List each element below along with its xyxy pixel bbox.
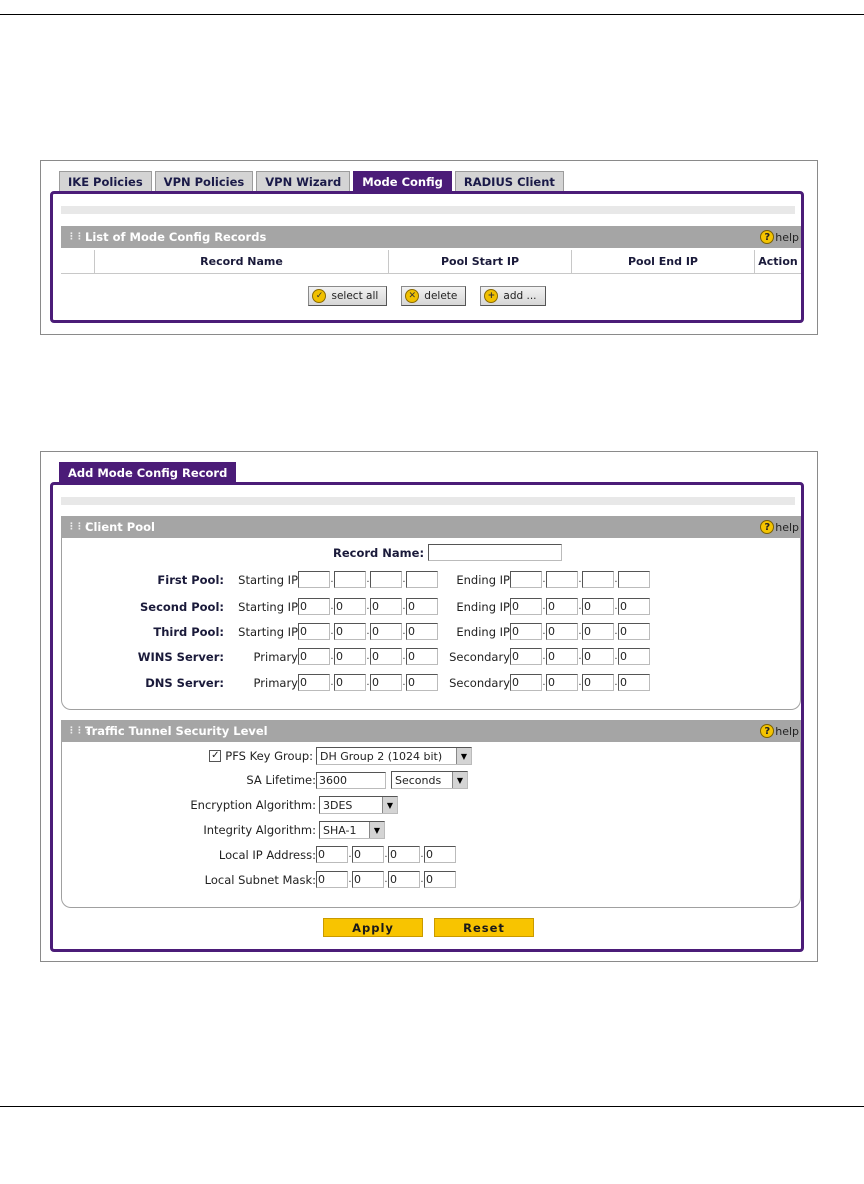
second-pool-label: Second Pool: — [140, 599, 224, 614]
secondary-label: Secondary — [449, 649, 510, 664]
local-subnet-row: Local Subnet Mask: 0 . 0 . 0 . 0 — [53, 871, 456, 888]
help-label: help — [775, 724, 799, 738]
tab-radius-client[interactable]: RADIUS Client — [455, 171, 564, 191]
tab-mode-config[interactable]: Mode Config — [353, 171, 452, 191]
record-name-input[interactable] — [428, 544, 562, 561]
checkmark-icon: ✓ — [312, 289, 326, 303]
help-icon: ? — [760, 724, 774, 738]
local-ip-octet-1[interactable]: 0 — [316, 846, 348, 863]
wins-primary-octet-2[interactable]: 0 — [334, 648, 366, 665]
second-pool-end-octet-1[interactable]: 0 — [510, 598, 542, 615]
integrity-algorithm-select[interactable] — [319, 821, 385, 839]
dns-server-row: DNS Server: Primary 0 . 0 . 0 . 0 Secondary 0 . 0 . 0 . 0 — [53, 674, 650, 691]
wins-primary-octet-4[interactable]: 0 — [406, 648, 438, 665]
help-label: help — [775, 230, 799, 244]
help-icon: ? — [760, 520, 774, 534]
dns-secondary-octet-1[interactable]: 0 — [510, 674, 542, 691]
reset-button[interactable]: Reset — [434, 918, 534, 937]
local-ip-octet-2[interactable]: 0 — [352, 846, 384, 863]
third-pool-start-octet-3[interactable]: 0 — [370, 623, 402, 640]
encryption-algorithm-value: 3DES — [323, 798, 353, 812]
local-ip-label: Local IP Address: — [218, 847, 316, 862]
third-pool-end-octet-2[interactable]: 0 — [546, 623, 578, 640]
records-table-header — [61, 250, 801, 274]
first-pool-start-octet-1[interactable] — [298, 571, 330, 588]
third-pool-start-octet-1[interactable]: 0 — [298, 623, 330, 640]
second-pool-end-octet-3[interactable]: 0 — [582, 598, 614, 615]
first-pool-end-octet-1[interactable] — [510, 571, 542, 588]
second-pool-start-octet-1[interactable]: 0 — [298, 598, 330, 615]
column-record-name: Record Name — [95, 250, 389, 273]
dns-primary-octet-2[interactable]: 0 — [334, 674, 366, 691]
primary-label: Primary — [253, 675, 298, 690]
local-ip-octet-3[interactable]: 0 — [388, 846, 420, 863]
second-pool-start-octet-4[interactable]: 0 — [406, 598, 438, 615]
third-pool-end-octet-3[interactable]: 0 — [582, 623, 614, 640]
help-link[interactable] — [760, 520, 799, 534]
select-all-button[interactable] — [308, 286, 387, 306]
ending-ip-label: Ending IP — [456, 599, 510, 614]
pfs-row — [53, 747, 472, 765]
dns-secondary-octet-4[interactable]: 0 — [618, 674, 650, 691]
page-top-rule — [0, 14, 864, 15]
wins-primary-octet-1[interactable]: 0 — [298, 648, 330, 665]
integrity-label: Integrity Algorithm: — [203, 823, 316, 837]
dns-primary-octet-3[interactable]: 0 — [370, 674, 402, 691]
dns-secondary-octet-2[interactable]: 0 — [546, 674, 578, 691]
third-pool-start-octet-4[interactable]: 0 — [406, 623, 438, 640]
first-pool-start-octet-2[interactable] — [334, 571, 366, 588]
tab-ike-policies[interactable]: IKE Policies — [59, 171, 152, 191]
first-pool-end-octet-3[interactable] — [582, 571, 614, 588]
tab-vpn-policies[interactable]: VPN Policies — [155, 171, 254, 191]
select-column-header — [61, 250, 95, 273]
wins-server-label: WINS Server: — [137, 649, 224, 664]
help-label: help — [775, 520, 799, 534]
encryption-label: Encryption Algorithm: — [190, 798, 316, 812]
traffic-tunnel-header — [61, 720, 801, 742]
starting-ip-label: Starting IP — [238, 572, 298, 587]
first-pool-start-octet-4[interactable] — [406, 571, 438, 588]
plus-icon: + — [484, 289, 498, 303]
second-pool-end-octet-4[interactable]: 0 — [618, 598, 650, 615]
third-pool-label: Third Pool: — [153, 624, 224, 639]
help-link[interactable] — [760, 230, 799, 244]
apply-button[interactable]: Apply — [323, 918, 423, 937]
second-pool-row: Second Pool: Starting IP 0 . 0 . 0 . 0 Ending IP 0 . 0 . 0 . 0 — [53, 598, 650, 615]
mode-config-list-screen — [40, 160, 818, 335]
add-label: add ... — [503, 290, 537, 302]
third-pool-row: Third Pool: Starting IP 0 . 0 . 0 . 0 Ending IP 0 . 0 . 0 . 0 — [53, 623, 650, 640]
sa-lifetime-unit-value: Seconds — [395, 773, 442, 787]
local-subnet-label: Local Subnet Mask: — [204, 872, 316, 887]
client-pool-header — [61, 516, 801, 538]
column-pool-end-ip: Pool End IP — [572, 250, 755, 273]
wins-secondary-octet-2[interactable]: 0 — [546, 648, 578, 665]
dns-secondary-octet-3[interactable]: 0 — [582, 674, 614, 691]
starting-ip-label: Starting IP — [238, 624, 298, 639]
record-name-label: Record Name: — [333, 545, 425, 560]
second-pool-start-octet-3[interactable]: 0 — [370, 598, 402, 615]
dropdown-arrow-icon: ▼ — [456, 748, 471, 764]
select-all-label: select all — [331, 290, 379, 302]
encryption-row — [53, 796, 398, 814]
mode-config-panel — [50, 191, 804, 323]
column-action: Action — [758, 255, 798, 268]
records-section-header — [61, 226, 801, 248]
delete-button[interactable] — [401, 286, 466, 306]
pfs-key-group-select[interactable] — [316, 747, 472, 765]
tab-vpn-wizard[interactable]: VPN Wizard — [256, 171, 350, 191]
local-ip-row: Local IP Address: 0 . 0 . 0 . 0 — [53, 846, 456, 863]
primary-label: Primary — [253, 649, 298, 664]
help-icon: ? — [760, 230, 774, 244]
wins-server-row: WINS Server: Primary 0 . 0 . 0 . 0 Secondary 0 . 0 . 0 . 0 — [53, 648, 650, 665]
record-name-row — [333, 544, 562, 561]
client-pool-title: Client Pool — [85, 520, 155, 534]
sa-lifetime-input[interactable]: 3600 — [316, 772, 386, 789]
dropdown-arrow-icon: ▼ — [382, 797, 397, 813]
local-ip-octet-4[interactable]: 0 — [424, 846, 456, 863]
dropdown-arrow-icon: ▼ — [452, 772, 467, 788]
grip-icon: ⋮⋮⋮ — [67, 522, 91, 532]
pfs-label: PFS Key Group: — [225, 749, 313, 763]
delete-x-icon: ✕ — [405, 289, 419, 303]
second-pool-start-octet-2[interactable]: 0 — [334, 598, 366, 615]
encryption-algorithm-select[interactable] — [319, 796, 398, 814]
third-pool-end-octet-4[interactable]: 0 — [618, 623, 650, 640]
integrity-row — [53, 821, 385, 839]
add-record-panel — [50, 482, 804, 952]
first-pool-end-octet-4[interactable] — [618, 571, 650, 588]
dns-server-label: DNS Server: — [145, 675, 224, 690]
second-pool-end-octet-2[interactable]: 0 — [546, 598, 578, 615]
first-pool-end-octet-2[interactable] — [546, 571, 578, 588]
sa-lifetime-label: SA Lifetime: — [246, 773, 316, 787]
ending-ip-label: Ending IP — [456, 572, 510, 587]
ending-ip-label: Ending IP — [456, 624, 510, 639]
first-pool-label: First Pool: — [157, 572, 224, 587]
third-pool-start-octet-2[interactable]: 0 — [334, 623, 366, 640]
integrity-algorithm-value: SHA-1 — [323, 823, 357, 837]
vpn-tab-bar — [59, 171, 567, 191]
grip-icon: ⋮⋮⋮ — [67, 726, 91, 736]
pfs-key-group-value: DH Group 2 (1024 bit) — [320, 749, 443, 763]
sa-lifetime-row — [53, 771, 468, 789]
first-pool-start-octet-3[interactable] — [370, 571, 402, 588]
records-button-row — [53, 286, 801, 306]
third-pool-end-octet-1[interactable]: 0 — [510, 623, 542, 640]
starting-ip-label: Starting IP — [238, 599, 298, 614]
wins-primary-octet-3[interactable]: 0 — [370, 648, 402, 665]
pfs-label-wrap — [53, 749, 313, 763]
dropdown-arrow-icon: ▼ — [369, 822, 384, 838]
local-mask-octet-1[interactable]: 0 — [316, 871, 348, 888]
records-section-title: List of Mode Config Records — [85, 230, 267, 244]
dns-primary-octet-4[interactable]: 0 — [406, 674, 438, 691]
column-pool-start-ip: Pool Start IP — [389, 250, 572, 273]
grip-icon: ⋮⋮⋮ — [67, 232, 91, 242]
panel-top-strip — [61, 206, 795, 214]
local-mask-octet-3[interactable]: 0 — [388, 871, 420, 888]
add-button[interactable] — [480, 286, 545, 306]
wins-secondary-octet-4[interactable]: 0 — [618, 648, 650, 665]
sa-lifetime-unit-select[interactable] — [391, 771, 468, 789]
secondary-label: Secondary — [449, 675, 510, 690]
panel-top-strip — [61, 497, 795, 505]
pfs-checkbox[interactable]: ✓ — [211, 750, 220, 761]
wins-secondary-octet-3[interactable]: 0 — [582, 648, 614, 665]
tab-add-mode-config-record[interactable]: Add Mode Config Record — [59, 462, 236, 482]
help-link[interactable] — [760, 724, 799, 738]
add-record-tab-bar — [59, 462, 239, 482]
add-mode-config-screen — [40, 451, 818, 962]
wins-secondary-octet-1[interactable]: 0 — [510, 648, 542, 665]
local-mask-octet-2[interactable]: 0 — [352, 871, 384, 888]
page-bottom-rule — [0, 1106, 864, 1107]
traffic-tunnel-title: Traffic Tunnel Security Level — [85, 724, 268, 738]
local-mask-octet-4[interactable]: 0 — [424, 871, 456, 888]
first-pool-row: First Pool: Starting IP . . . Ending IP . . . — [53, 571, 650, 588]
dns-primary-octet-1[interactable]: 0 — [298, 674, 330, 691]
delete-label: delete — [424, 290, 458, 302]
